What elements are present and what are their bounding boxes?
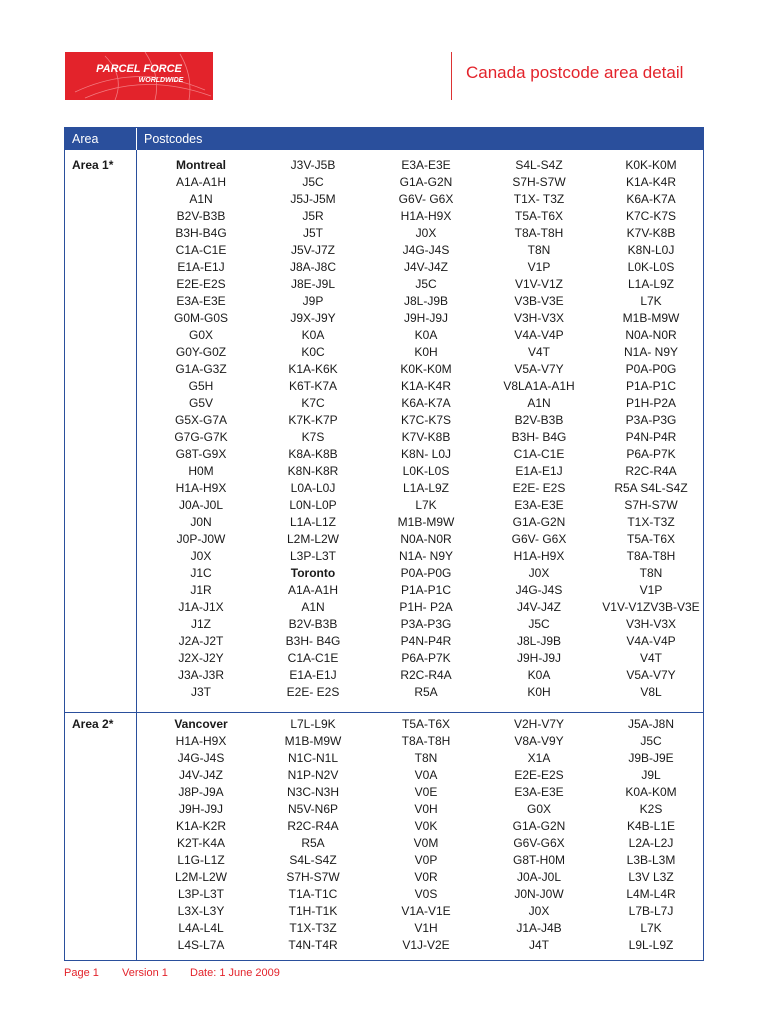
postcode-range: V5A-V7Y [514, 362, 564, 376]
postcode-range: J9H-J9J [403, 311, 448, 325]
postcode-range: B2V-B3B [288, 617, 338, 631]
postcode-range: G1A-G2N [399, 175, 453, 189]
postcode-range: V4A-V4P [626, 634, 676, 648]
postcode-range: C1A-C1E [175, 243, 227, 257]
postcode-range: P4N-P4R [400, 634, 452, 648]
postcode-range: L1G-L1Z [177, 853, 225, 867]
postcode-range: J9B-J9E [628, 751, 674, 765]
postcode-range: V0E [414, 785, 438, 799]
postcode-range: T8N [639, 566, 663, 580]
postcode-range: K7C-K7S [625, 209, 677, 223]
row-divider [65, 712, 703, 713]
postcode-range: K0A [301, 328, 325, 342]
postcode-range: E1A-E1J [515, 464, 563, 478]
postcode-range: J3A-J3R [177, 668, 224, 682]
postcode-range: V8L [640, 685, 662, 699]
postcode-range: K1A-K2R [175, 819, 227, 833]
postcode-range: J1R [190, 583, 212, 597]
postcode-range: K7C-K7S [400, 413, 452, 427]
postcode-range: G5X-G7A [174, 413, 228, 427]
postcode-range: E3A-E3E [176, 294, 226, 308]
postcode-range: L7L-L9K [290, 717, 336, 731]
postcode-range: J5C [640, 734, 662, 748]
postcode-range: K0C [301, 345, 325, 359]
postcode-range: K7V-K8B [401, 430, 451, 444]
postcode-range: L3V L3Z [628, 870, 674, 884]
postcode-range: G0M-G0S [173, 311, 228, 325]
postcode-range: K7K-K7P [288, 413, 338, 427]
postcode-range: J3V-J5B [290, 158, 336, 172]
postcode-range: G0Y-G0Z [175, 345, 227, 359]
postcode-range: X1A [527, 751, 551, 765]
postcode-range: J1C [190, 566, 212, 580]
postcode-range: V0P [414, 853, 438, 867]
postcode-range: L7B-L7J [628, 904, 674, 918]
postcode-range: T8A-T8H [401, 734, 451, 748]
postcode-range: L1A-L9Z [627, 277, 675, 291]
postcode-range: J0N [190, 515, 212, 529]
postcode-range: P6A-P7K [626, 447, 676, 461]
postcode-range: B2V-B3B [176, 209, 226, 223]
postcode-range: K6A-K7A [401, 396, 451, 410]
postcode-range: C1A-C1E [287, 651, 339, 665]
postcode-range: E2E- E2S [512, 481, 566, 495]
postcode-range: V1V-V1ZV3B-V3E [602, 600, 700, 614]
postcode-range: V1J-V2E [402, 938, 450, 952]
postcode-range: L3P-L3T [289, 549, 337, 563]
postcode-range: J5C [528, 617, 550, 631]
postcode-range: J4G-J4S [515, 583, 563, 597]
postcode-range: V8A-V9Y [514, 734, 564, 748]
postcode-range: E3A-E3E [401, 158, 451, 172]
postcode-range: L7K [640, 294, 662, 308]
postcode-range: T5A-T6X [401, 717, 450, 731]
postcode-range: H0M [188, 464, 214, 478]
postcode-range: J1A-J1X [178, 600, 224, 614]
city-heading: Vancover [174, 717, 228, 731]
postcode-range: J0A-J0L [516, 870, 562, 884]
postcode-range: R5A [414, 685, 438, 699]
page-title: Canada postcode area detail [466, 63, 684, 82]
postcode-range: K2S [639, 802, 663, 816]
postcode-range: J0X [528, 904, 550, 918]
postcode-range: R2C-R4A [400, 668, 452, 682]
postcode-range: K2T-K4A [176, 836, 226, 850]
postcode-table [64, 127, 704, 961]
postcode-range: P1A-P1C [625, 379, 677, 393]
postcode-range: J1Z [190, 617, 211, 631]
postcode-range: J8E-J9L [290, 277, 336, 291]
postcode-range: R5A S4L-S4Z [614, 481, 688, 495]
postcode-range: V3B-V3E [514, 294, 564, 308]
header-separator [136, 128, 137, 150]
postcode-range: J5A-J8N [627, 717, 674, 731]
postcode-range: P6A-P7K [401, 651, 451, 665]
postcode-range: T8N [414, 751, 438, 765]
postcode-range: J5T [302, 226, 323, 240]
postcode-range: L7K [640, 921, 662, 935]
postcode-range: H1A-H9X [175, 734, 227, 748]
postcode-range: K0A [527, 668, 551, 682]
postcode-range: T1X- T3Z [513, 192, 565, 206]
postcode-range: N1P-N2V [287, 768, 339, 782]
postcode-range: A1N [527, 396, 551, 410]
postcode-range: J3T [190, 685, 211, 699]
postcode-range: A1N [189, 192, 213, 206]
postcode-range: G1A-G3Z [175, 362, 227, 376]
postcode-range: K7S [301, 430, 325, 444]
postcode-range: J8L-J9B [403, 294, 449, 308]
postcode-range: J4V-J4Z [178, 768, 223, 782]
postcode-range: L2M-L2W [286, 532, 339, 546]
postcode-range: J0X [190, 549, 212, 563]
postcode-range: J0X [528, 566, 550, 580]
postcode-range: K7V-K8B [626, 226, 676, 240]
postcode-range: J0N-J0W [514, 887, 564, 901]
postcode-range: B2V-B3B [514, 413, 564, 427]
postcode-range: K0H [414, 345, 438, 359]
postcode-range: H1A-H9X [513, 549, 565, 563]
postcode-range: R2C-R4A [287, 819, 339, 833]
postcode-range: A1N [301, 600, 325, 614]
postcode-range: K6A-K7A [626, 192, 676, 206]
postcode-range: G7G-G7K [174, 430, 228, 444]
postcode-range: M1B-M9W [622, 311, 680, 325]
postcode-range: V0S [414, 887, 438, 901]
postcode-range: J9L [641, 768, 661, 782]
postcode-range: G8T-G9X [175, 447, 227, 461]
postcode-range: L2A-L2J [628, 836, 674, 850]
postcode-range: G1A-G2N [512, 819, 566, 833]
postcode-range: J4G-J4S [402, 243, 450, 257]
postcode-range: T1A-T1C [288, 887, 338, 901]
city-heading: Toronto [290, 566, 336, 580]
postcode-range: V1V-V1Z [514, 277, 564, 291]
postcode-range: K8N-L0J [627, 243, 675, 257]
postcode-range: P1H- P2A [399, 600, 453, 614]
postcode-range: J8L-J9B [516, 634, 562, 648]
postcode-range: J5R [302, 209, 324, 223]
postcode-range: K7C [301, 396, 325, 410]
postcode-range: V0A [414, 768, 438, 782]
postcode-range: V3H-V3X [513, 311, 565, 325]
postcode-range: G6V-G6X [513, 836, 565, 850]
postcode-range: N3C-N3H [286, 785, 339, 799]
postcode-range: J4G-J4S [177, 751, 225, 765]
postcode-range: T1X-T3Z [289, 921, 337, 935]
postcode-range: T8N [527, 243, 551, 257]
postcode-range: K0H [527, 685, 551, 699]
postcode-range: G5V [188, 396, 213, 410]
postcode-range: L7K [415, 498, 437, 512]
postcode-range: V8LA1A-A1H [503, 379, 575, 393]
postcode-range: L1A-L1Z [289, 515, 337, 529]
postcode-range: N1C-N1L [287, 751, 338, 765]
postcode-range: S7H-S7W [286, 870, 340, 884]
postcode-range: V1P [639, 583, 663, 597]
postcode-range: V1H [414, 921, 438, 935]
area-label: Area 2* [72, 717, 114, 731]
footer-date: Date: 1 June 2009 [190, 967, 280, 979]
postcode-range: J9P [302, 294, 324, 308]
postcode-range: P0A-P0G [625, 362, 677, 376]
postcode-range: E2E-E2S [176, 277, 226, 291]
postcode-range: L4S-L7A [177, 938, 225, 952]
postcode-range: G5H [188, 379, 214, 393]
postcode-range: P4N-P4R [625, 430, 677, 444]
postcode-range: M1B-M9W [284, 734, 342, 748]
postcode-range: G6V- G6X [511, 532, 567, 546]
postcode-range: T5A-T6X [626, 532, 675, 546]
postcode-range: K0A [414, 328, 438, 342]
postcode-range: J0P-J0W [176, 532, 226, 546]
postcode-range: L1A-L9Z [402, 481, 450, 495]
postcode-range: V4T [527, 345, 550, 359]
footer-page: Page 1 [64, 967, 99, 979]
postcode-range: L0K-L0S [402, 464, 450, 478]
postcode-range: J4T [528, 938, 549, 952]
postcode-range: P1H-P2A [625, 396, 677, 410]
postcode-range: N0A-N0R [625, 328, 677, 342]
postcode-range: M1B-M9W [397, 515, 455, 529]
postcode-range: E3A-E3E [514, 498, 564, 512]
postcode-range: E2E-E2S [514, 768, 564, 782]
postcode-range: L0A-L0J [290, 481, 336, 495]
postcode-range: P3A-P3G [400, 617, 452, 631]
postcode-range: G6V- G6X [398, 192, 454, 206]
postcode-range: E1A-E1J [177, 260, 225, 274]
postcode-range: L2M-L2W [174, 870, 227, 884]
postcode-range: G1A-G2N [512, 515, 566, 529]
postcode-range: V5A-V7Y [626, 668, 676, 682]
postcode-range: S7H-S7W [512, 175, 566, 189]
postcode-range: G0X [526, 802, 551, 816]
postcode-range: C1A-C1E [513, 447, 565, 461]
postcode-range: P3A-P3G [625, 413, 677, 427]
postcode-range: L4A-L4L [178, 921, 224, 935]
postcode-range: K1A-K4R [625, 175, 677, 189]
area-label: Area 1* [72, 158, 114, 172]
postcode-range: T8A-T8H [514, 226, 564, 240]
postcode-range: J9H-J9J [516, 651, 561, 665]
postcode-range: T8A-T8H [626, 549, 676, 563]
postcode-range: T1H-T1K [288, 904, 338, 918]
postcode-range: N1A- N9Y [398, 549, 454, 563]
postcode-range: E1A-E1J [289, 668, 337, 682]
postcode-range: L4M-L4R [626, 887, 676, 901]
postcode-range: K0A-K0M [625, 785, 677, 799]
postcode-range: J5J-J5M [290, 192, 336, 206]
postcode-range: T4N-T4R [288, 938, 338, 952]
postcode-range: J9X-J9Y [290, 311, 336, 325]
postcode-range: K1A-K6K [288, 362, 338, 376]
header-divider [451, 52, 452, 100]
postcode-range: B3H- B4G [511, 430, 567, 444]
postcode-range: J1A-J4B [516, 921, 562, 935]
postcode-range: V4A-V4P [514, 328, 564, 342]
postcode-range: V1A-V1E [401, 904, 451, 918]
logo-text-top: PARCEL FORCE [96, 63, 182, 75]
postcode-range: J0A-J0L [178, 498, 224, 512]
postcode-range: L0N-L0P [289, 498, 337, 512]
postcode-range: J8P-J9A [178, 785, 224, 799]
postcode-range: V3H-V3X [625, 617, 677, 631]
postcode-range: L9L-L9Z [628, 938, 674, 952]
postcode-range: E3A-E3E [514, 785, 564, 799]
footer-version: Version 1 [122, 967, 168, 979]
postcode-range: R5A [301, 836, 325, 850]
postcode-range: J5C [302, 175, 324, 189]
postcode-range: L0K-L0S [627, 260, 675, 274]
postcode-range: N0A-N0R [400, 532, 452, 546]
postcode-range: V0M [413, 836, 439, 850]
postcode-range: G8T-H0M [512, 853, 565, 867]
parcelforce-logo [65, 52, 213, 100]
postcode-range: V1P [527, 260, 551, 274]
postcode-range: V0H [414, 802, 438, 816]
postcode-range: K1A-K4R [400, 379, 452, 393]
postcode-range: E2E- E2S [286, 685, 340, 699]
city-heading: Montreal [175, 158, 226, 172]
postcode-range: J4V-J4Z [403, 260, 448, 274]
postcode-range: J4V-J4Z [516, 600, 561, 614]
postcode-range: L3X-L3Y [177, 904, 225, 918]
postcode-range: G0X [188, 328, 213, 342]
postcode-range: B3H-B4G [175, 226, 227, 240]
postcode-range: V0K [414, 819, 438, 833]
table-header [65, 128, 703, 150]
postcode-range: K0K-K0M [400, 362, 452, 376]
postcode-range: N5V-N6P [287, 802, 339, 816]
postcode-range: S4L-S4Z [289, 853, 337, 867]
postcode-range: L3P-L3T [177, 887, 225, 901]
postcode-range: K6T-K7A [288, 379, 338, 393]
postcode-range: H1A-H9X [175, 481, 227, 495]
postcode-range: J5V-J7Z [290, 243, 335, 257]
postcode-range: K4B-L1E [626, 819, 676, 833]
column-divider [136, 150, 137, 960]
postcode-range: J9H-J9J [178, 802, 223, 816]
postcode-range: J0X [415, 226, 437, 240]
postcode-range: T1X-T3Z [627, 515, 675, 529]
postcode-range: L3B-L3M [626, 853, 676, 867]
postcode-range: R2C-R4A [625, 464, 677, 478]
postcode-range: A1A-A1H [175, 175, 227, 189]
postcode-range: J8A-J8C [289, 260, 336, 274]
postcode-range: K0K-K0M [625, 158, 677, 172]
postcode-range: T5A-T6X [514, 209, 563, 223]
logo-text-bottom: WORLDWIDE [138, 77, 184, 84]
column-header-area: Area [72, 132, 99, 146]
postcode-range: H1A-H9X [400, 209, 452, 223]
postcode-range: K8N- L0J [400, 447, 452, 461]
postcode-range: K8N-K8R [287, 464, 339, 478]
postcode-range: J2X-J2Y [178, 651, 224, 665]
postcode-range: V0R [414, 870, 438, 884]
postcode-range: J5C [415, 277, 437, 291]
postcode-range: J2A-J2T [178, 634, 224, 648]
postcode-range: P0A-P0G [400, 566, 452, 580]
postcode-range: S4L-S4Z [515, 158, 563, 172]
postcode-range: V2H-V7Y [513, 717, 565, 731]
postcode-range: K8A-K8B [288, 447, 338, 461]
postcode-range: S7H-S7W [624, 498, 678, 512]
column-header-postcodes: Postcodes [144, 132, 203, 146]
postcode-range: A1A-A1H [287, 583, 339, 597]
postcode-range: V4T [639, 651, 662, 665]
postcode-range: B3H- B4G [285, 634, 341, 648]
postcode-range: P1A-P1C [400, 583, 452, 597]
postcode-range: N1A- N9Y [623, 345, 679, 359]
